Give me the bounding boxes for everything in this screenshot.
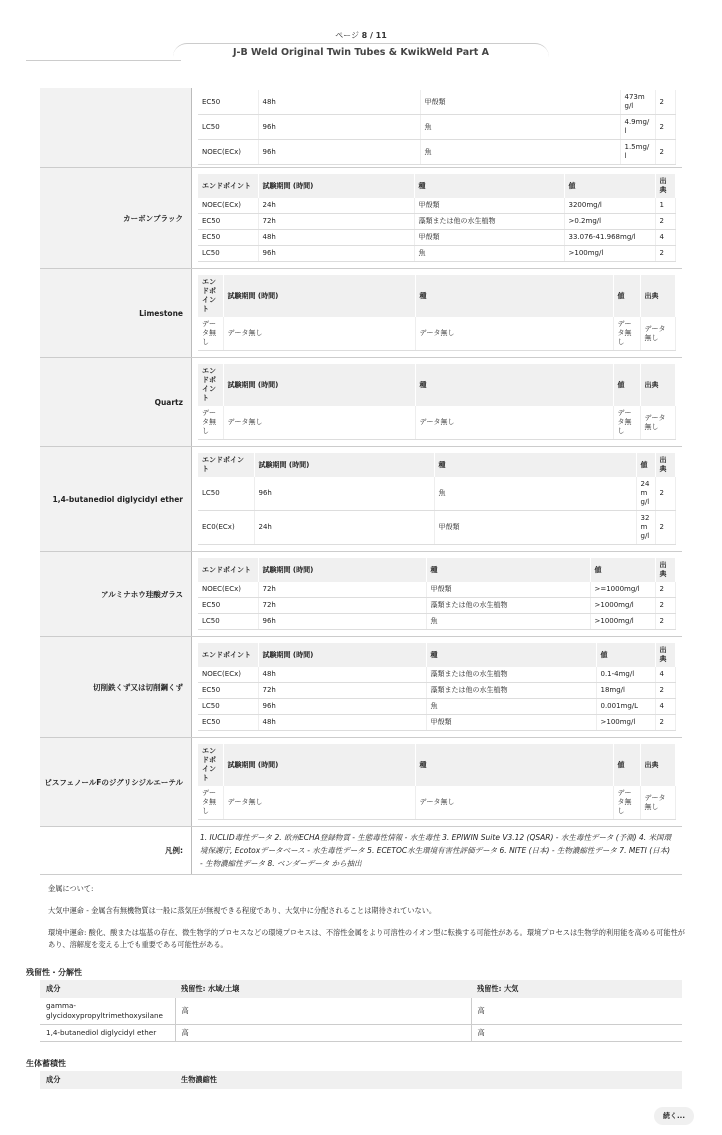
cell: >=1000mg/l: [590, 582, 655, 598]
metals-paragraph-2: 環境中運命: 酸化、酸または塩基の存在、微生物学的プロセスなどの環境プロセスは、不溶性金属をより可溶性のイオン型に転換する可能性がある。環境プロセスは生物学的利用能を高める可能性があり、溶解度を変える上でも重要である可能性がある。: [48, 928, 685, 949]
toxicity-table: [198, 643, 676, 731]
cell: 0.001mg/L: [596, 699, 655, 715]
cell: データ無し: [415, 786, 613, 820]
table-row: [198, 598, 676, 614]
table-row: [198, 582, 676, 598]
cell: 2: [655, 715, 676, 731]
cell: EC50: [198, 214, 258, 230]
table-row: [198, 786, 676, 820]
column-header: 成分: [40, 980, 175, 998]
toxicity-table: [198, 453, 676, 545]
column-header: エンドポイント: [198, 364, 223, 406]
cell: 2: [655, 614, 676, 630]
cell: 48h: [258, 667, 426, 683]
column-header: 値: [613, 744, 640, 786]
column-header: 試験期間 (時間): [258, 174, 414, 198]
table-header-row: [198, 643, 676, 667]
toxicity-table: [198, 744, 676, 820]
column-header: 残留性: 大気: [471, 980, 682, 998]
column-header: 成分: [40, 1071, 175, 1089]
cell: EC50: [198, 90, 258, 115]
page-sep: /: [367, 31, 376, 40]
table-header-row: [198, 364, 676, 406]
column-header: 試験期間 (時間): [223, 275, 415, 317]
substance-name: カーボンブラック: [40, 168, 192, 269]
cell: データ無し: [223, 317, 415, 351]
page-current: 8: [361, 31, 368, 40]
table-header-row: [198, 453, 676, 477]
substance-name: [40, 88, 192, 168]
cell: >1000mg/l: [590, 598, 655, 614]
cell: 48h: [258, 90, 420, 115]
column-header: 生物濃縮性: [175, 1071, 682, 1089]
substance-section: [40, 168, 682, 269]
table-header-row: [198, 275, 676, 317]
cell: 4.9mg/l: [620, 115, 655, 140]
cell: 473mg/l: [620, 90, 655, 115]
table-row: [198, 90, 676, 115]
column-header: 種: [434, 453, 636, 477]
cell: EC0(ECx): [198, 511, 254, 545]
column-header: 試験期間 (時間): [258, 558, 426, 582]
cell: 96h: [258, 115, 420, 140]
cell: 48h: [258, 230, 414, 246]
column-header: 試験期間 (時間): [223, 744, 415, 786]
table-row: [198, 246, 676, 262]
cell: 48h: [258, 715, 426, 731]
metals-paragraph-1: 大気中運命 - 金属含有無機物質は一般に蒸気圧が無視できる程度であり、大気中に分配されることは期待されていない。: [48, 906, 437, 915]
metals-heading: 金属について:: [48, 884, 94, 893]
column-header: 種: [415, 744, 613, 786]
substance-data: [192, 269, 683, 358]
column-header: 出典: [655, 558, 676, 582]
cell: 72h: [258, 683, 426, 699]
cell: データ無し: [198, 786, 223, 820]
substance-name: Limestone: [40, 269, 192, 358]
table-row: [198, 699, 676, 715]
column-header: 種: [415, 275, 613, 317]
substance-data: [192, 168, 683, 269]
cell: 2: [655, 582, 676, 598]
cell: 2: [655, 477, 676, 511]
cell: 1: [655, 198, 676, 214]
toxicity-table: [198, 558, 676, 630]
persistence-table: [40, 980, 682, 1042]
column-header: エンドポイント: [198, 275, 223, 317]
table-row: [198, 477, 676, 511]
cell: 96h: [258, 140, 420, 165]
column-header: エンドポイント: [198, 744, 223, 786]
column-header: 試験期間 (時間): [258, 643, 426, 667]
cell: 72h: [258, 598, 426, 614]
legend-label: 凡例:: [40, 827, 192, 875]
cell: 32mg/l: [636, 511, 655, 545]
column-header: 試験期間 (時間): [254, 453, 434, 477]
page-number: [0, 0, 722, 41]
cell: 魚: [426, 614, 590, 630]
column-header: エンドポイント: [198, 558, 258, 582]
substance-data: [192, 447, 683, 552]
substance-section: [40, 637, 682, 738]
cell: 1.5mg/l: [620, 140, 655, 165]
cell: 魚: [434, 477, 636, 511]
cell: EC50: [198, 683, 258, 699]
cell: 33.076-41.968mg/l: [564, 230, 655, 246]
table-row: [198, 230, 676, 246]
cell: 魚: [420, 115, 620, 140]
cell: 24h: [258, 198, 414, 214]
cell: NOEC(ECx): [198, 140, 258, 165]
column-header: 値: [613, 275, 640, 317]
page-total: 11: [375, 31, 387, 40]
table-row: [198, 406, 676, 440]
cell: 高: [471, 998, 682, 1025]
substance-section: [40, 552, 682, 637]
cell: データ無し: [198, 406, 223, 440]
cell: 魚: [426, 699, 596, 715]
cell: 2: [655, 511, 676, 545]
cell: 96h: [258, 246, 414, 262]
cell: 甲殻類: [426, 715, 596, 731]
cell: データ無し: [198, 317, 223, 351]
cell: 藻類または他の水生植物: [414, 214, 564, 230]
cell: 藻類または他の水生植物: [426, 598, 590, 614]
cell: 高: [175, 1025, 471, 1042]
column-header: 種: [426, 643, 596, 667]
substance-data: [192, 88, 683, 168]
table-row: [198, 614, 676, 630]
cell: EC50: [198, 715, 258, 731]
substance-data: [192, 637, 683, 738]
cell: 18mg/l: [596, 683, 655, 699]
cell: 2: [655, 246, 676, 262]
column-header: 出典: [640, 275, 676, 317]
cell: >100mg/l: [596, 715, 655, 731]
cell: 2: [655, 140, 676, 165]
cell: 96h: [258, 614, 426, 630]
table-row: [198, 214, 676, 230]
cell: LC50: [198, 699, 258, 715]
cell: 甲殻類: [420, 90, 620, 115]
cell: LC50: [198, 115, 258, 140]
cell: 4: [655, 699, 676, 715]
bioaccumulation-table: [40, 1071, 682, 1089]
legend-row: [40, 827, 682, 875]
table-header-row: [198, 174, 676, 198]
divider: [26, 60, 181, 61]
cell: 甲殻類: [414, 230, 564, 246]
cell: LC50: [198, 246, 258, 262]
column-header: 種: [415, 364, 613, 406]
cell: 甲殻類: [434, 511, 636, 545]
cell: 高: [175, 998, 471, 1025]
cell: 1,4-butanediol diglycidyl ether: [40, 1025, 175, 1042]
substance-data: [192, 552, 683, 637]
table-header-row: [40, 1071, 682, 1089]
column-header: エンドポイント: [198, 453, 254, 477]
table-header-row: [198, 558, 676, 582]
column-header: 出典: [655, 643, 676, 667]
cell: データ無し: [415, 406, 613, 440]
cell: 甲殻類: [426, 582, 590, 598]
cell: データ無し: [223, 406, 415, 440]
table-header-row: [198, 744, 676, 786]
cell: 24mg/l: [636, 477, 655, 511]
column-header: 出典: [640, 744, 676, 786]
cell: NOEC(ECx): [198, 198, 258, 214]
substance-section: [40, 88, 682, 168]
substance-section: [40, 358, 682, 447]
substance-data: [192, 738, 683, 827]
cell: gamma-glycidoxypropyltrimethoxysilane: [40, 998, 175, 1025]
cell: 3200mg/l: [564, 198, 655, 214]
cell: NOEC(ECx): [198, 667, 258, 683]
table-row: [198, 317, 676, 351]
table-header-row: [40, 980, 682, 998]
table-row: [40, 1025, 682, 1042]
cell: >100mg/l: [564, 246, 655, 262]
toxicity-table: [198, 275, 676, 351]
cell: 72h: [258, 582, 426, 598]
cell: 24h: [254, 511, 434, 545]
column-header: 残留性: 水域/土壌: [175, 980, 471, 998]
substance-name: アルミナホウ珪酸ガラス: [40, 552, 192, 637]
cell: データ無し: [223, 786, 415, 820]
column-header: 値: [596, 643, 655, 667]
column-header: 値: [613, 364, 640, 406]
cell: データ無し: [613, 786, 640, 820]
column-header: エンドポイント: [198, 174, 258, 198]
table-row: [198, 667, 676, 683]
column-header: 値: [636, 453, 655, 477]
cell: LC50: [198, 477, 254, 511]
substance-name: 切削鉄くず又は切削鋼くず: [40, 637, 192, 738]
cell: EC50: [198, 598, 258, 614]
column-header: エンドポイント: [198, 643, 258, 667]
cell: データ無し: [640, 406, 676, 440]
table-row: [198, 511, 676, 545]
page-prefix: ページ: [335, 31, 362, 40]
table-row: [198, 683, 676, 699]
legend-text: 1. IUCLID毒性データ 2. 欧州ECHA登録物質 - 生態毒性情報 - 水生毒性 3. EPIWIN Suite V3.12 (QSAR) - 水生毒性データ (予測) 4. 米国環境保護庁, Ecotoxデータベース - 水生毒性データ 5. ECETOC水生環境有害性評価データ 6. NITE (日本) - 生物濃縮性データ 7. METI (日本) - 生物濃縮性データ 8. ベンダーデータ から抽出: [192, 827, 683, 875]
table-row: [40, 998, 682, 1025]
cell: 0.1-4mg/l: [596, 667, 655, 683]
cell: 2: [655, 115, 676, 140]
column-header: 種: [414, 174, 564, 198]
table-row: [198, 715, 676, 731]
substance-name: Quartz: [40, 358, 192, 447]
cell: データ無し: [640, 317, 676, 351]
table-row: [198, 140, 676, 165]
substance-section: [40, 269, 682, 358]
cell: データ無し: [415, 317, 613, 351]
cell: 96h: [254, 477, 434, 511]
substance-data: [192, 358, 683, 447]
substance-section: [40, 447, 682, 552]
column-header: 出典: [655, 174, 676, 198]
substance-name: 1,4-butanediol diglycidyl ether: [40, 447, 192, 552]
cell: 2: [655, 90, 676, 115]
cell: 魚: [414, 246, 564, 262]
column-header: 出典: [655, 453, 676, 477]
cell: 96h: [258, 699, 426, 715]
cell: 2: [655, 683, 676, 699]
cell: >0.2mg/l: [564, 214, 655, 230]
column-header: 試験期間 (時間): [223, 364, 415, 406]
persistence-title: 残留性・分解性: [26, 968, 82, 977]
cell: 2: [655, 214, 676, 230]
toxicity-table: [198, 174, 676, 262]
toxicity-table: [198, 90, 676, 165]
substance-name: ビスフェノールFのジグリシジルエーテル: [40, 738, 192, 827]
column-header: 値: [564, 174, 655, 198]
bioaccumulation-title: 生体蓄積性: [26, 1059, 66, 1068]
cell: 高: [471, 1025, 682, 1042]
column-header: 出典: [640, 364, 676, 406]
cell: 72h: [258, 214, 414, 230]
cell: データ無し: [613, 406, 640, 440]
cell: EC50: [198, 230, 258, 246]
substance-section: [40, 738, 682, 827]
cell: LC50: [198, 614, 258, 630]
cell: 藻類または他の水生植物: [426, 667, 596, 683]
cell: 甲殻類: [414, 198, 564, 214]
column-header: 値: [590, 558, 655, 582]
cell: 4: [655, 230, 676, 246]
toxicity-table: [198, 364, 676, 440]
table-row: [198, 115, 676, 140]
table-row: [198, 198, 676, 214]
continue-button[interactable]: 続く...: [654, 1107, 694, 1125]
cell: データ無し: [613, 317, 640, 351]
cell: >1000mg/l: [590, 614, 655, 630]
cell: 4: [655, 667, 676, 683]
cell: 2: [655, 598, 676, 614]
cell: 藻類または他の水生植物: [426, 683, 596, 699]
cell: NOEC(ECx): [198, 582, 258, 598]
ecotoxicity-table: [40, 88, 682, 875]
column-header: 種: [426, 558, 590, 582]
cell: データ無し: [640, 786, 676, 820]
cell: 魚: [420, 140, 620, 165]
document-title: J-B Weld Original Twin Tubes & KwikWeld Part A: [173, 43, 549, 64]
